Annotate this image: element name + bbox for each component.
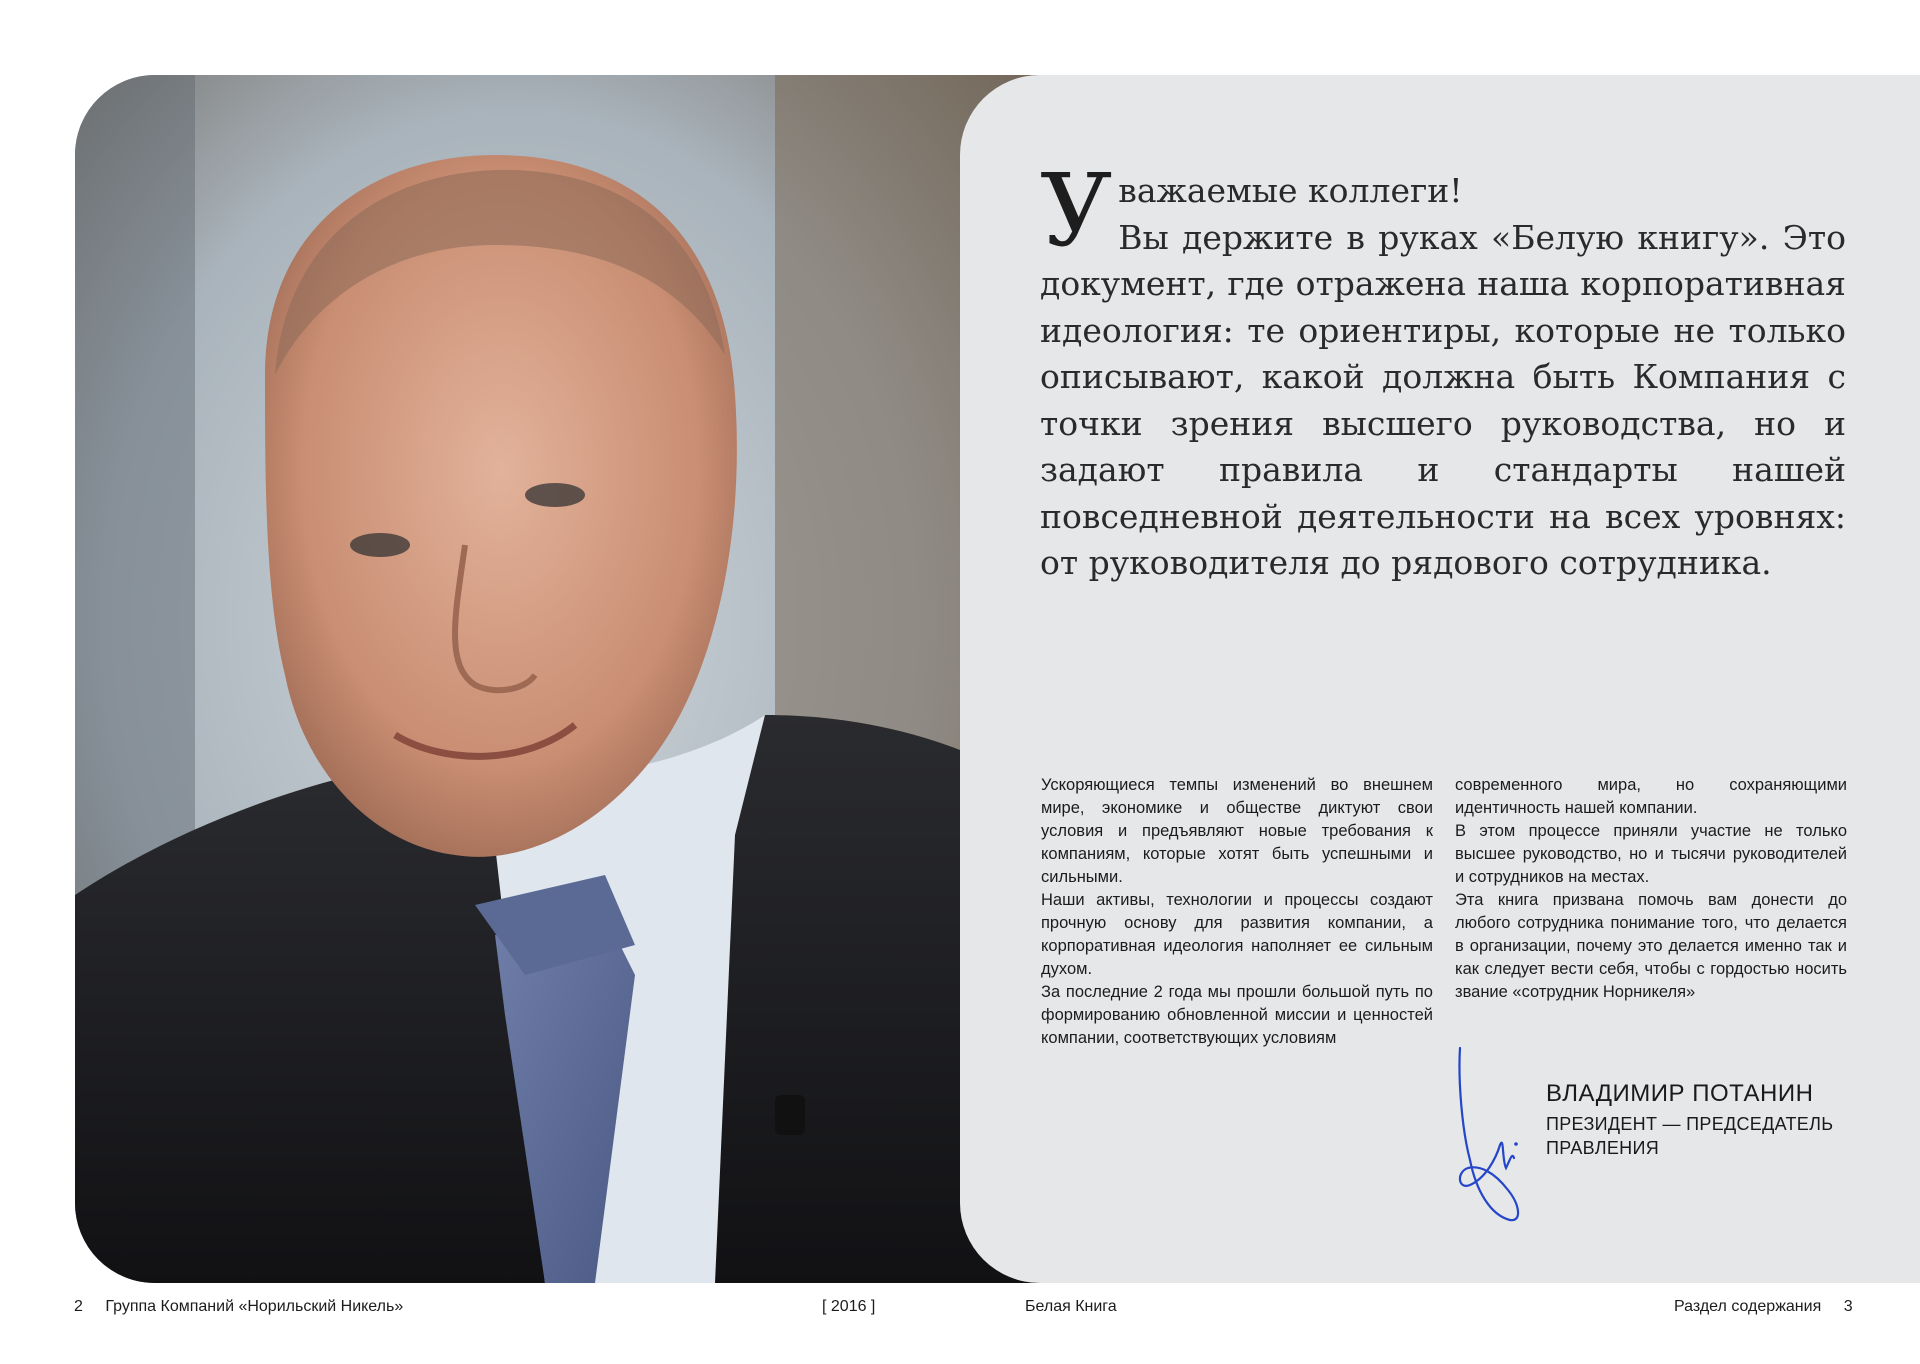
footer-right — [1674, 1298, 1853, 1316]
paragraph: За последние 2 года мы прошли большой путь по формированию обновленной миссии и ценностей компании, соответствующих условиям — [1041, 983, 1433, 1047]
footer-book-title: Белая Книга — [1025, 1298, 1117, 1315]
greeting: важаемые коллеги! — [1118, 171, 1463, 210]
signer-block — [1546, 1080, 1846, 1160]
signer-name: ВЛАДИМИР ПОТАНИН — [1546, 1080, 1814, 1107]
letter-column-right — [1455, 774, 1847, 1004]
signer-role-line2: ПРАВЛЕНИЯ — [1546, 1138, 1660, 1158]
intro-body: Вы держите в руках «Белую книгу». Это документ, где отражена наша корпоративная идеология: те ориентиры, которые не только описывают, какой должна быть Компания с точки зрения высшего руководства, но и задают правила и стандарты нашей повседневной деятельности на всех уровнях: от руководителя до рядового сотрудника. — [1040, 217, 1846, 582]
drop-cap: У — [1040, 152, 1113, 269]
footer-section-title: Раздел содержания — [1674, 1298, 1822, 1315]
signature-graphic — [1450, 1040, 1530, 1230]
page-number-left: 2 — [74, 1298, 83, 1315]
footer-left — [74, 1298, 403, 1316]
paragraph: Эта книга призвана помочь вам донести до любого сотрудника понимание того, что делается в организации, почему это делается именно так и как следует вести себя, чтобы с гордостью носить звание «сотрудник Норникеля» — [1455, 891, 1847, 1001]
footer-company-title: Группа Компаний «Норильский Никель» — [105, 1298, 404, 1315]
page-number-right: 3 — [1843, 1298, 1853, 1315]
paragraph: Ускоряющиеся темпы изменений во внешнем мире, экономике и обществе диктуют свои условия и предъявляют новые требования к компаниям, которые хотят быть успешными и сильными. — [1041, 776, 1433, 886]
portrait-photo — [75, 75, 1050, 1283]
letter-column-left — [1041, 774, 1433, 1050]
intro-text — [1040, 152, 1846, 587]
signer-role-line1: ПРЕЗИДЕНТ — ПРЕДСЕДАТЕЛЬ — [1546, 1114, 1834, 1134]
paragraph: В этом процессе приняли участие не только высшее руководство, но и тысячи руководителей и сотрудников на местах. — [1455, 822, 1847, 886]
portrait-illustration — [75, 75, 1050, 1283]
footer-year: [ 2016 ] — [822, 1298, 876, 1315]
paragraph: современного мира, но сохраняющими идентичность нашей компании. — [1455, 776, 1847, 817]
paragraph: Наши активы, технологии и процессы создают прочную основу для развития компании, а корпоративная идеология наполняет ее сильным духом. — [1041, 891, 1433, 978]
signer-role — [1546, 1112, 1846, 1160]
